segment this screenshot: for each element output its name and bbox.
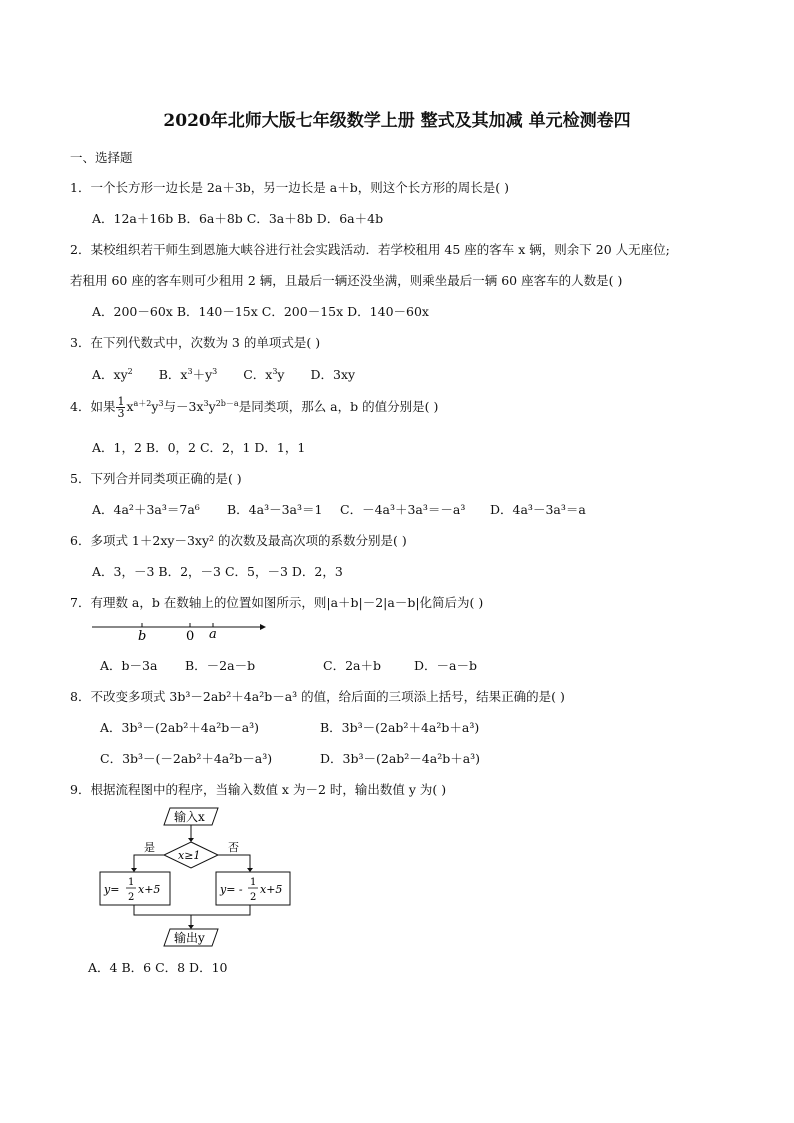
q8-option-d: D．3b³－(2ab²－4a²b＋a³) [320, 751, 481, 766]
q3-option-b: B．$x^3+y^3$ [158, 366, 218, 382]
q5-option-c: C．－4a³＋3a³＝－a³ [340, 502, 466, 517]
question-5-stem: 5．下列合并同类项正确的是( ) [70, 471, 242, 486]
flow-condition-label: x≥1 [178, 849, 201, 862]
question-9-stem: 9．根据流程图中的程序，当输入数值 x 为－2 时，输出数值 y 为( ) [70, 782, 447, 797]
number-line [90, 618, 270, 644]
q8-option-b: B．3b³－(2ab²＋4a²b＋a³) [320, 720, 480, 735]
section-heading: 一、选择题 [70, 150, 133, 165]
question-3-stem: 3．在下列代数式中，次数为 3 的单项式是( ) [70, 335, 321, 350]
q7-option-a: A．b－3a [100, 658, 158, 673]
flow-left-formula-pre: y= [104, 883, 120, 896]
flow-right-frac-den: 2 [250, 892, 257, 903]
question-1-options: A．12a＋16b B．6a＋8b C．3a＋8b D．6a＋4b [92, 211, 384, 226]
q5-option-b: B．4a³－3a³＝1 [227, 502, 323, 517]
question-3-options [92, 365, 355, 383]
flow-right-formula-post: x+5 [260, 883, 283, 896]
flow-output-label: 输出y [174, 931, 205, 945]
axis-label-b: b [138, 629, 147, 644]
q5-option-a: A．4a²＋3a³＝7a⁶ [92, 502, 200, 517]
question-2-stem-line1: 2．某校组织若干师生到恩施大峡谷进行社会实践活动．若学校租用 45 座的客车 x 辆，则余下 20 人无座位; [70, 242, 670, 257]
q7-option-b: B．－2a－b [185, 658, 256, 673]
question-6-options: A．3，－3 B．2，－3 C．5，－3 D．2，3 [92, 564, 343, 579]
q3-option-a: A．$xy^2$ [92, 366, 133, 382]
question-8-stem: 8．不改变多项式 3b³－2ab²＋4a²b－a³ 的值，给后面的三项添上括号，结果正确的是( ) [70, 689, 565, 704]
arrow-icon [260, 624, 266, 630]
q8-option-c: C．3b³－(－2ab²＋4a²b－a³) [100, 751, 273, 766]
axis-label-zero: 0 [186, 629, 195, 644]
page-title: 2020年北师大版七年级数学上册 整式及其加减 单元检测卷四 [163, 111, 631, 131]
question-2-stem-line2: 若租用 60 座的客车则可少租用 2 辆，且最后一辆还没坐满，则乘坐最后一辆 60 座客车的人数是( ) [70, 273, 623, 288]
flow-right-frac-num: 1 [250, 877, 257, 888]
q7-option-c: C．2a＋b [323, 658, 381, 673]
question-4-stem: 4．如果 $\frac{1}{3}$ $x^{a+2}y^3$与$-3x^3y^{2b-a}$是同类项，那么 a，b 的值分别是( ) [70, 395, 439, 420]
flowchart [96, 805, 296, 950]
q8-option-a: A．3b³－(2ab²＋4a²b－a³) [100, 720, 260, 735]
q3-option-d: D．3xy [310, 367, 356, 382]
question-4-options: A．1，2 B．0，2 C．2，1 D．1，1 [92, 440, 306, 455]
question-9-options: A．4 B．6 C．8 D．10 [88, 960, 228, 975]
flow-right-formula-pre: y= - [220, 883, 243, 896]
flow-left-frac-den: 2 [128, 892, 135, 903]
question-2-options: A．200－60x B．140－15x C．200－15x D．140－60x [92, 304, 429, 319]
q7-option-d: D．－a－b [414, 658, 477, 673]
q4-fraction: $\frac{1}{3}$ [117, 395, 125, 420]
question-6-stem: 6．多项式 1＋2xy－3xy² 的次数及最高次项的系数分别是( ) [70, 533, 407, 548]
q5-option-d: D．4a³－3a³＝a [490, 502, 586, 517]
question-1-stem: 1．一个长方形一边长是 2a＋3b，另一边长是 a＋b，则这个长方形的周长是( ) [70, 180, 509, 195]
flow-yes-label: 是 [144, 841, 155, 854]
flow-left-frac-num: 1 [128, 877, 135, 888]
flow-left-formula-post: x+5 [138, 883, 161, 896]
question-7-stem: 7．有理数 a，b 在数轴上的位置如图所示，则|a＋b|－2|a－b|化简后为( ) [70, 595, 484, 610]
flow-input-label: 输入x [174, 810, 205, 824]
flow-no-label: 否 [228, 841, 239, 854]
q3-option-c: C．$x^3y$ [243, 366, 285, 382]
axis-label-a: a [209, 627, 217, 642]
